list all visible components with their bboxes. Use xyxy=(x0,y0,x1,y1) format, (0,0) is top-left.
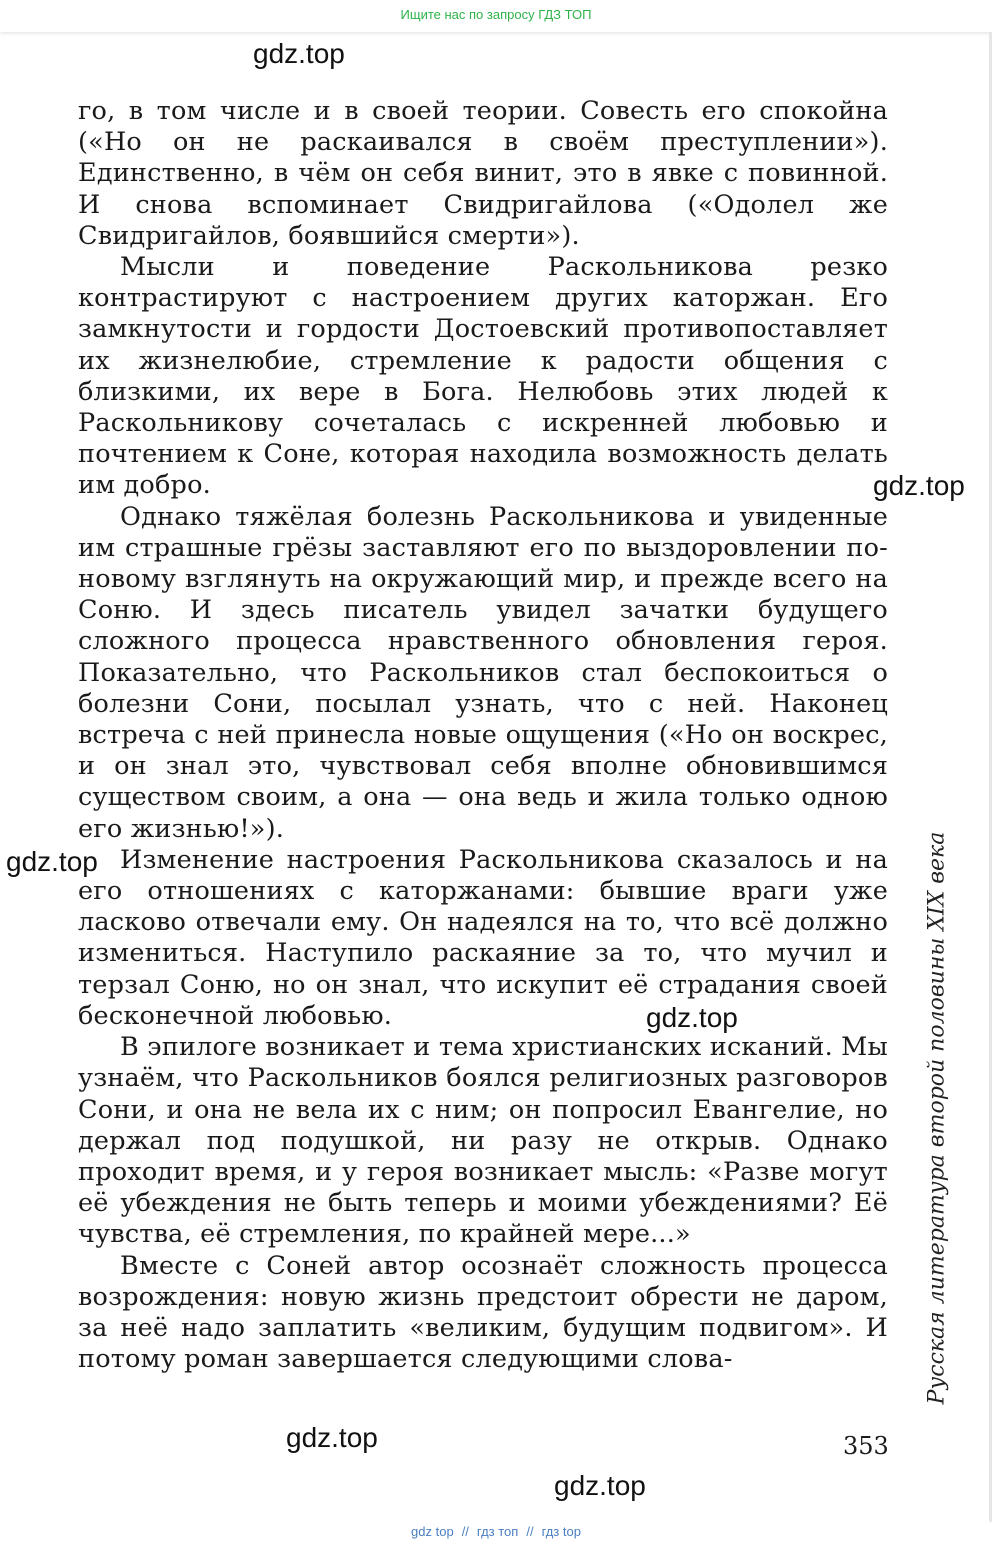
side-section-title xyxy=(920,830,954,1405)
side-title-text: Русская литература второй половины XIX века xyxy=(924,831,950,1404)
footer-link-3[interactable]: гдз top xyxy=(541,1524,581,1539)
paragraph-2: Мысли и поведение Раскольникова резко контрастируют с настроением других каторжан. Его замкнутости и гордости Достоевский противопоставляет их жизнелюбие, стремление к радости общения с близкими, их вере в Бога. Нелюбовь этих людей к Раскольникову сочеталась с искренней любовью и почтением к Соне, которая находила возможность делать им добро. xyxy=(78,252,888,501)
paragraph-4: Изменение настроения Раскольникова сказалось и на его отношениях с каторжанами: бывшие враги уже ласково отвечали ему. Он надеялся на то, что всё должно измениться. Наступило раскаяние за то, что мучил и терзал Соню, но он знал, что искупит её страдания своей бесконечной любовью. xyxy=(78,844,888,1031)
watermark: gdz.top xyxy=(554,1470,646,1501)
search-hint-link[interactable]: Ищите нас по запросу ГДЗ ТОП xyxy=(400,7,592,22)
page-text xyxy=(78,96,888,1375)
watermark: gdz.top xyxy=(286,1422,378,1453)
watermark: gdz.top xyxy=(873,470,965,501)
footer-separator: // xyxy=(461,1524,469,1539)
footer-separator: // xyxy=(526,1524,534,1539)
paragraph-1: го, в том числе и в своей теории. Совесть его спокойна («Но он не раскаивался в своём преступлении»). Единственно, в чём он себя винит, это в явке с повинной. И снова вспоминает Свидригайлова («Одолел же Свидригайлов, боявшийся смерти»). xyxy=(78,96,888,251)
page-number: 353 xyxy=(843,1432,889,1460)
paragraph-6: Вместе с Соней автор осознаёт сложность процесса возрождения: новую жизнь предстоит обрести не даром, за неё надо заплатить «великим, будущим подвигом». И потому роман завершается следующими слова- xyxy=(78,1250,888,1375)
watermark: gdz.top xyxy=(253,38,345,69)
footer-links xyxy=(0,1524,992,1539)
footer-link-1[interactable]: gdz top xyxy=(411,1524,454,1539)
top-banner xyxy=(0,0,992,32)
paragraph-3: Однако тяжёлая болезнь Раскольникова и увиденные им страшные грёзы заставляют его по выздоровлении по-новому взглянуть на окружающий мир, и прежде всего на Соню. И здесь писатель увидел зачатки будущего сложного процесса нравственного обновления героя. Показательно, что Раскольников стал беспокоиться о болезни Сони, посылал узнать, что с ней. Наконец встреча с ней принесла новые ощущения («Но он воскрес, и он знал это, чувствовал себя вполне обновившимся существом своим, а она — она ведь и жила только одною его жизнью!»). xyxy=(78,501,888,844)
paragraph-5: В эпилоге возникает и тема христианских исканий. Мы узнаём, что Раскольников боялся религиозных разговоров Сони, и она не вела их с ним; он попросил Евангелие, но держал под подушкой, ни разу не открыв. Однако проходит время, и у героя возникает мысль: «Разве могут её убеждения не быть теперь и моими убеждениями? Её чувства, её стремления, по крайней мере...» xyxy=(78,1032,888,1250)
watermark: gdz.top xyxy=(646,1002,738,1033)
footer-link-2[interactable]: гдз топ xyxy=(476,1524,519,1539)
watermark: gdz.top xyxy=(6,848,102,876)
